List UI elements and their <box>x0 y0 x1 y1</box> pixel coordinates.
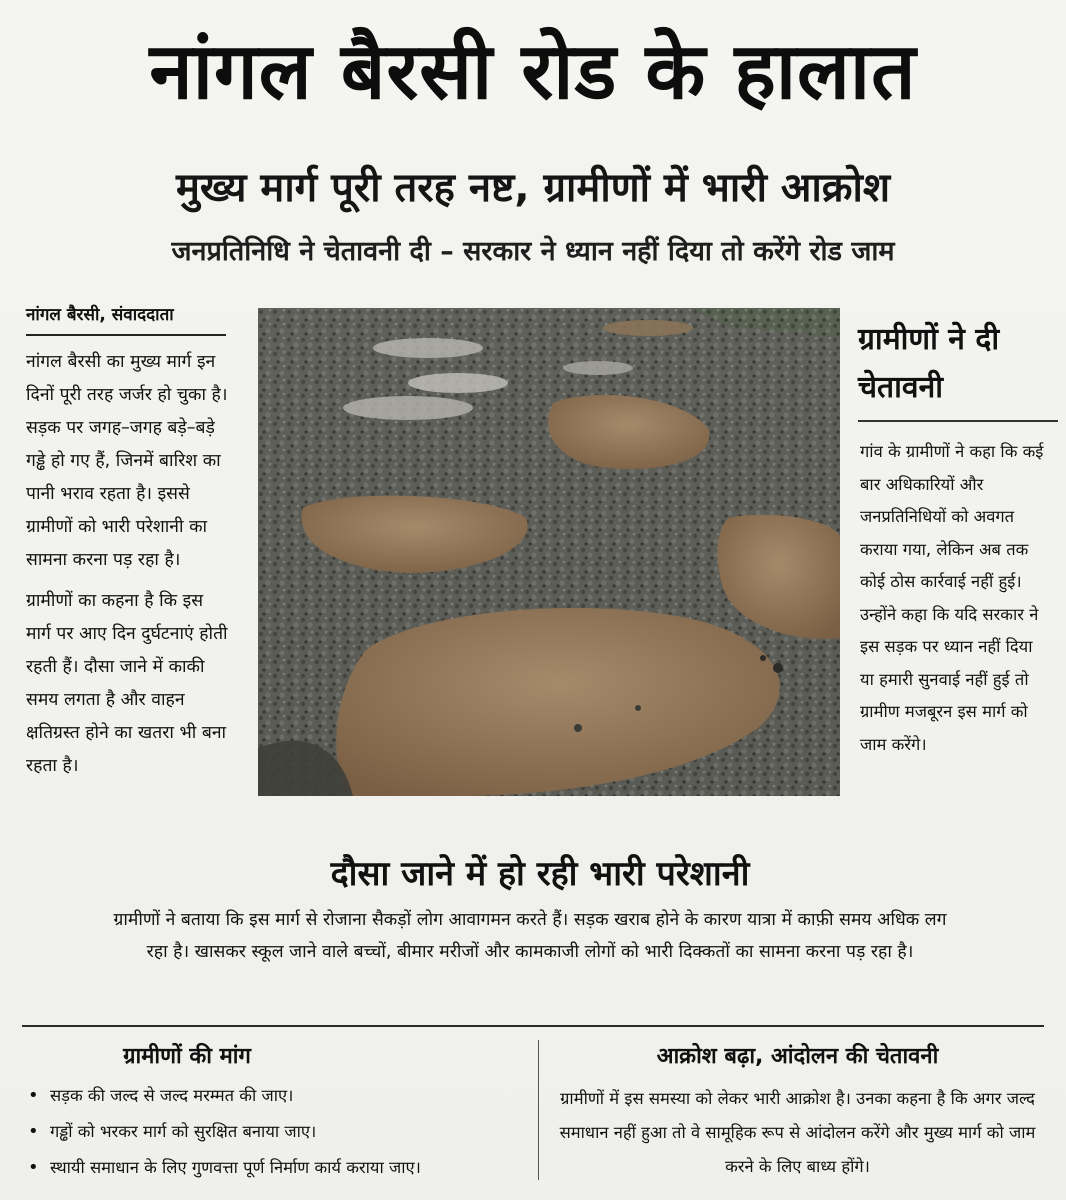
left-paragraph-2: ग्रामीणों का कहना है कि इस मार्ग पर आए दिन दुर्घटनाएं होती रहती हैं। दौसा जाने में काकी समय लगता है और वाहन क्षतिग्रस्त होने का खतरा भी बना रहता है। <box>26 591 228 776</box>
left-column <box>26 346 231 791</box>
demands-list <box>22 1078 532 1186</box>
horizontal-divider <box>22 1025 1044 1027</box>
demand-item-text: सड़क की जल्द से जल्द मरम्मत की जाए। <box>50 1086 294 1105</box>
right-column-body: गांव के ग्रामीणों ने कहा कि कई बार अधिकारियों और जनप्रतिनिधियों को अवगत कराया गया, लेकिन अब तक कोई ठोस कार्रवाई नहीं हुई। उन्होंने कहा कि यदि सरकार ने इस सड़क पर ध्यान नहीं दिया या हमारी सुनवाई नहीं हुई तो ग्रामीण मजबूरन इस मार्ग को जाम करेंगे। <box>860 442 1044 754</box>
bullet-icon: • <box>28 1085 39 1106</box>
pothole-road-illustration <box>258 308 840 796</box>
subheadline: मुख्य मार्ग पूरी तरह नष्ट, ग्रामीणों में भारी आक्रोश <box>175 165 891 211</box>
pothole-road-photo <box>258 308 840 796</box>
kicker-line: जनप्रतिनिधि ने चेतावनी दी – सरकार ने ध्यान नहीं दिया तो करेंगे रोड जाम <box>171 236 895 267</box>
section-heading: दौसा जाने में हो रही भारी परेशानी <box>330 854 750 894</box>
headline: नांगल बैरसी रोड के हालात <box>149 27 917 117</box>
bullet-icon: • <box>28 1121 39 1142</box>
protest-body: ग्रामीणों में इस समस्या को लेकर भारी आक्रोश है। उनका कहना है कि अगर जल्द समाधान नहीं हुआ तो वे सामूहिक रूप से आंदोलन करेंगे और मुख्य मार्ग को जाम करने के लिए बाध्य होंगे। <box>559 1089 1036 1176</box>
section-body: ग्रामीणों ने बताया कि इस मार्ग से रोजाना सैकड़ों लोग आवागमन करते हैं। सड़क खराब होने के कारण यात्रा में काफ़ी समय अधिक लग रहा है। खासकर स्कूल जाने वाले बच्चों, बीमार मरीजों और कामकाजी लोगों को भारी दिक्कतों का सामना करना पड़ रहा है। <box>113 910 947 962</box>
demand-item <box>22 1150 532 1186</box>
demand-item <box>22 1114 532 1150</box>
vertical-divider <box>538 1040 539 1180</box>
protest-heading: आक्रोश बढ़ा, आंदोलन की चेतावनी <box>656 1044 939 1069</box>
demand-item-text: स्थायी समाधान के लिए गुणवत्ता पूर्ण निर्माण कार्य कराया जाए। <box>50 1158 421 1177</box>
right-column-heading: ग्रामीणों ने दी चेतावनी <box>858 316 1058 422</box>
bullet-icon: • <box>28 1157 39 1178</box>
byline: नांगल बैरसी, संवाददाता <box>26 300 226 336</box>
demand-item <box>22 1078 532 1114</box>
left-paragraph-1: नांगल बैरसी का मुख्य मार्ग इन दिनों पूरी तरह जर्जर हो चुका है। सड़क पर जगह–जगह बड़े–बड़े गड्ढे हो गए हैं, जिनमें बारिश का पानी भराव रहता है। इससे ग्रामीणों को भारी परेशानी का सामना करना पड़ रहा है। <box>26 352 228 570</box>
demand-item-text: गड्ढों को भरकर मार्ग को सुरक्षित बनाया जाए। <box>50 1122 317 1141</box>
demands-heading: ग्रामीणों की मांग <box>123 1044 251 1069</box>
